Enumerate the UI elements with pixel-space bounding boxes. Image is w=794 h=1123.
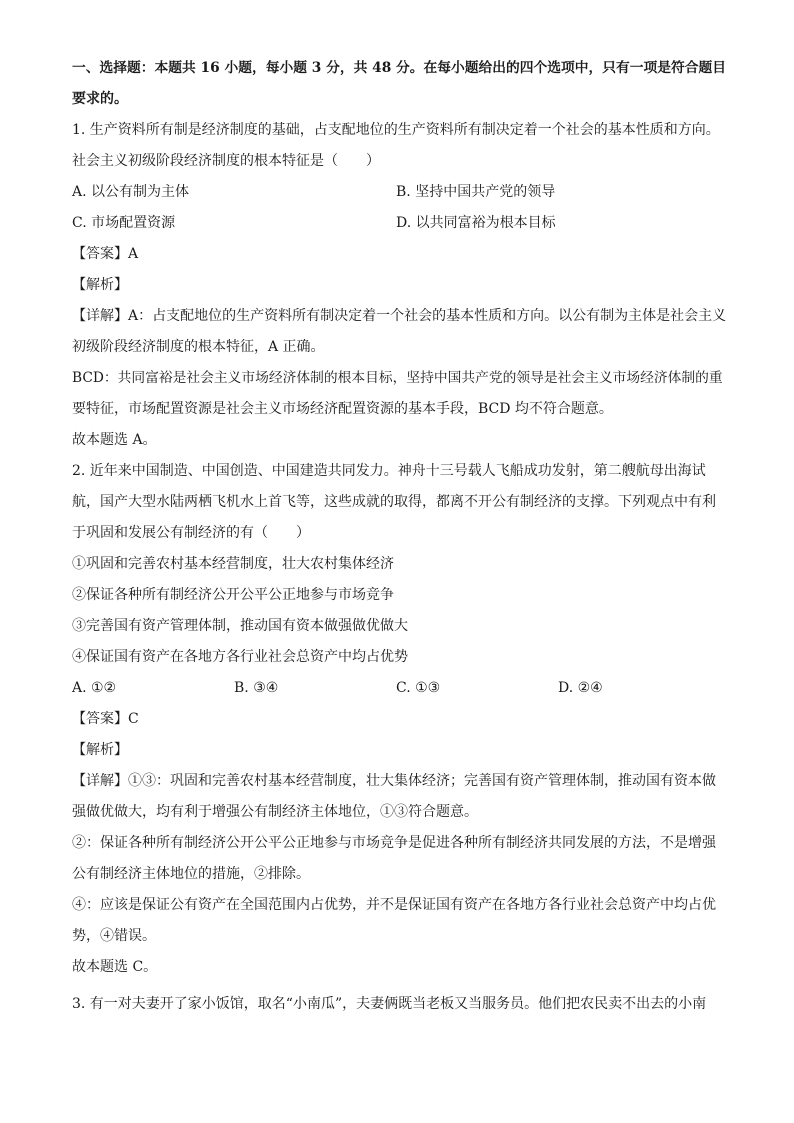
q2-detail: ④：应该是保证公有资产在全国范围内占优势，并不是保证国有资产在各地方各行业社会总资产中均占优 <box>72 897 716 913</box>
q2-detail: 势，④错误。 <box>72 928 156 944</box>
q2-statement-4: ④保证国有资产在各地方各行业社会总资产中均占优势 <box>72 649 408 665</box>
section-heading: 一、选择题：本题共 16 小题，每小题 3 分，共 48 分。在每小题给出的四个选项中，只有一项是符合题目 <box>72 60 727 76</box>
q1-options-row2 <box>72 213 732 233</box>
q2-answer: 【答案】C <box>72 711 139 727</box>
q2-conclusion: 故本题选 C。 <box>72 959 158 975</box>
section-heading-cont: 要求的。 <box>72 91 128 107</box>
q2-option-b: B. ③④ <box>234 680 279 696</box>
q1-options-row1 <box>72 182 732 202</box>
q1-stem-cont: 社会主义初级阶段经济制度的根本特征是（ ） <box>72 153 380 169</box>
q1-detail: BCD：共同富裕是社会主义市场经济体制的根本目标，坚持中国共产党的领导是社会主义市场经济体制的重 <box>72 370 723 386</box>
q1-conclusion: 故本题选 A。 <box>72 432 157 448</box>
q2-stem-cont: 于巩固和发展公有制经济的有（ ） <box>72 525 310 541</box>
q2-statement-3: ③完善国有资产管理体制，推动国有资本做强做优做大 <box>72 618 408 634</box>
q1-detail: 【详解】A：占支配地位的生产资料所有制决定着一个社会的基本性质和方向。以公有制为主体是社会主义 <box>72 308 727 324</box>
q1-answer: 【答案】A <box>72 246 139 262</box>
q1-option-c: C. 市场配置资源 <box>72 215 176 231</box>
q2-option-d: D. ②④ <box>558 680 603 696</box>
q1-stem: 1. 生产资料所有制是经济制度的基础，占支配地位的生产资料所有制决定着一个社会的基本性质和方向。 <box>72 122 720 138</box>
q2-option-c: C. ①③ <box>396 680 441 696</box>
q1-detail: 初级阶段经济制度的根本特征，A 正确。 <box>72 339 325 355</box>
q1-detail: 要特征，市场配置资源是社会主义市场经济配置资源的基本手段，BCD 均不符合题意。 <box>72 401 613 417</box>
q2-option-a: A. ①② <box>72 680 117 696</box>
q1-analysis-label: 【解析】 <box>72 277 128 293</box>
q2-statement-1: ①巩固和完善农村基本经营制度，壮大农村集体经济 <box>72 556 394 572</box>
q2-detail: 强做优做大，均有利于增强公有制经济主体地位，①③符合题意。 <box>72 804 478 820</box>
q1-option-b: B. 坚持中国共产党的领导 <box>396 184 556 200</box>
q1-option-d: D. 以共同富裕为根本目标 <box>396 215 556 231</box>
q2-detail: ②：保证各种所有制经济公开公平公正地参与市场竞争是促进各种所有制经济共同发展的方法，不是增强 <box>72 835 716 851</box>
q2-options-row <box>72 678 732 698</box>
q2-detail: 公有制经济主体地位的措施，②排除。 <box>72 866 310 882</box>
q2-stem: 2. 近年来中国制造、中国创造、中国建造共同发力。神舟十三号载人飞船成功发射，第二艘航母出海试 <box>72 463 706 479</box>
q2-analysis-label: 【解析】 <box>72 742 128 758</box>
q2-statement-2: ②保证各种所有制经济公开公平公正地参与市场竞争 <box>72 587 394 603</box>
document-page <box>72 58 732 1025</box>
q1-option-a: A. 以公有制为主体 <box>72 184 190 200</box>
q2-stem-cont: 航，国产大型水陆两栖飞机水上首飞等，这些成就的取得，都离不开公有制经济的支撑。下列观点中有利 <box>72 494 716 510</box>
q3-stem: 3. 有一对夫妻开了家小饭馆，取名“小南瓜”，夫妻俩既当老板又当服务员。他们把农民卖不出去的小南 <box>72 996 707 1012</box>
q2-detail: 【详解】①③：巩固和完善农村基本经营制度，壮大集体经济；完善国有资产管理体制，推动国有资本做 <box>72 773 716 789</box>
